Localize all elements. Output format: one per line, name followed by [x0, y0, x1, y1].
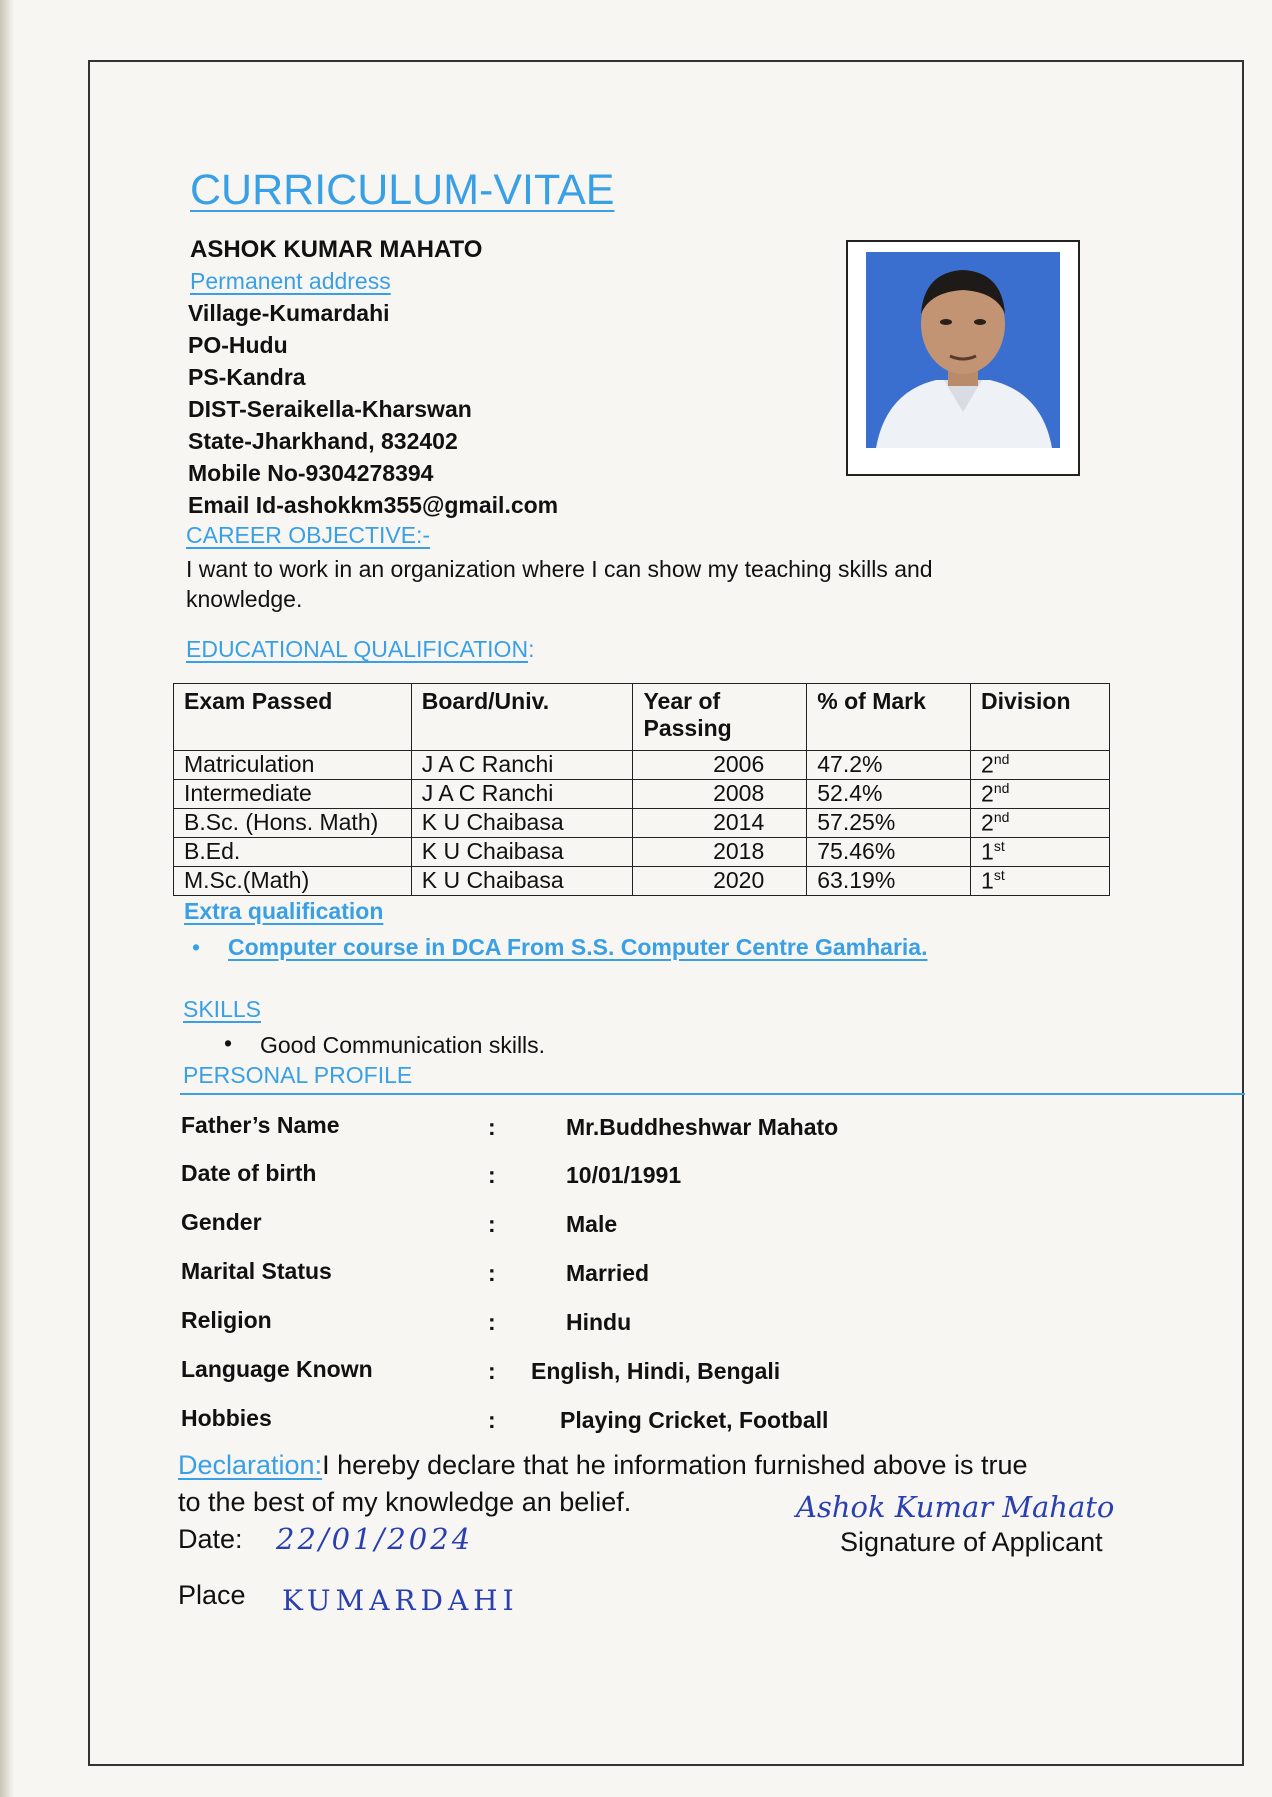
exam-cell: Intermediate [174, 780, 412, 809]
column-header-division: Division [971, 684, 1110, 751]
profile-label-marital: Marital Status [181, 1258, 332, 1284]
education-heading: EDUCATIONAL QUALIFICATION [186, 636, 529, 662]
profile-colon: : [488, 1309, 496, 1335]
profile-value-gender: Male [566, 1211, 618, 1237]
mobile-number: Mobile No-9304278394 [188, 460, 434, 486]
address-line-dist: DIST-Seraikella-Kharswan [188, 396, 472, 422]
declaration-text-1: I hereby declare that he information furnished above is true [322, 1450, 1028, 1480]
year-cell: 2020 [633, 867, 807, 896]
mark-cell: 52.4% [807, 780, 971, 809]
profile-value-dob: 10/01/1991 [566, 1162, 682, 1188]
declaration-line-1 [178, 1450, 1028, 1481]
exam-cell: M.Sc.(Math) [174, 867, 412, 896]
board-cell: K U Chaibasa [411, 838, 633, 867]
year-cell: 2018 [633, 838, 807, 867]
skills-item: Good Communication skills. [260, 1032, 546, 1058]
education-table [173, 683, 1110, 896]
exam-cell: B.Ed. [174, 838, 412, 867]
exam-cell: Matriculation [174, 751, 412, 780]
division-suffix: nd [993, 809, 1010, 825]
profile-value-marital: Married [566, 1260, 650, 1286]
signature-label: Signature of Applicant [840, 1527, 1103, 1557]
board-cell: J A C Ranchi [411, 780, 633, 809]
address-line-state: State-Jharkhand, 832402 [188, 428, 458, 454]
address-line-po: PO-Hudu [188, 332, 288, 358]
profile-label-religion: Religion [181, 1307, 272, 1333]
profile-label-hobbies: Hobbies [181, 1405, 272, 1431]
division-value: 1 [981, 867, 994, 894]
address-line-ps: PS-Kandra [188, 364, 306, 390]
address-line-village: Village-Kumardahi [188, 300, 390, 326]
board-cell: K U Chaibasa [411, 809, 633, 838]
address-heading: Permanent address [190, 268, 391, 294]
mark-cell: 63.19% [807, 867, 971, 896]
table-row [174, 838, 1110, 867]
division-cell [971, 809, 1110, 838]
division-suffix: nd [993, 780, 1010, 796]
division-cell [971, 838, 1110, 867]
table-row [174, 809, 1110, 838]
personal-profile-heading: PERSONAL PROFILE [183, 1062, 413, 1088]
email-address: Email Id-ashokkm355@gmail.com [188, 492, 559, 518]
column-header-exam: Exam Passed [174, 684, 412, 751]
signature: Ashok Kumar Mahato [796, 1490, 1115, 1524]
profile-colon: : [488, 1260, 496, 1286]
mark-cell: 47.2% [807, 751, 971, 780]
division-suffix: st [993, 867, 1005, 883]
board-cell: J A C Ranchi [411, 751, 633, 780]
career-objective-heading: CAREER OBJECTIVE:- [186, 522, 431, 548]
profile-colon: : [488, 1162, 496, 1188]
year-cell: 2006 [633, 751, 807, 780]
board-cell: K U Chaibasa [411, 867, 633, 896]
profile-divider [180, 1093, 1245, 1095]
division-suffix: st [993, 838, 1005, 854]
exam-cell: B.Sc. (Hons. Math) [174, 809, 412, 838]
division-value: 1 [981, 838, 994, 865]
skills-heading: SKILLS [183, 996, 261, 1022]
career-objective-line-1: I want to work in an organization where I can show my teaching skills and [186, 556, 933, 582]
column-header-year: Year of Passing [633, 684, 807, 751]
profile-label-gender: Gender [181, 1209, 262, 1235]
division-value: 2 [981, 780, 994, 807]
profile-value-religion: Hindu [566, 1309, 632, 1335]
division-suffix: nd [993, 751, 1010, 767]
extra-qualification-item: Computer course in DCA From S.S. Computer Centre Gamharia. [228, 934, 928, 960]
profile-value-father: Mr.Buddheshwar Mahato [566, 1114, 839, 1140]
table-row [174, 867, 1110, 896]
profile-value-hobbies: Playing Cricket, Football [560, 1407, 829, 1433]
extra-qualification-heading: Extra qualification [184, 898, 384, 924]
profile-label-father: Father’s Name [181, 1112, 340, 1138]
applicant-photo [866, 252, 1060, 448]
profile-colon: : [488, 1211, 496, 1237]
bullet-icon: • [192, 934, 201, 960]
place-value: KUMARDAHI [282, 1584, 519, 1617]
profile-label-language: Language Known [181, 1356, 373, 1382]
profile-label-dob: Date of birth [181, 1160, 317, 1186]
year-cell: 2008 [633, 780, 807, 809]
profile-value-language: English, Hindi, Bengali [531, 1358, 781, 1384]
date-value: 22/01/2024 [276, 1522, 474, 1556]
mark-cell: 57.25% [807, 809, 971, 838]
declaration-text-2: to the best of my knowledge an belief. [178, 1487, 632, 1517]
mark-cell: 75.46% [807, 838, 971, 867]
profile-colon: : [488, 1114, 496, 1140]
photo-frame [846, 240, 1080, 476]
bullet-icon: • [224, 1030, 233, 1056]
declaration-heading: Declaration: [178, 1450, 323, 1480]
date-label: Date: [178, 1524, 243, 1554]
table-row [174, 780, 1110, 809]
place-label: Place [178, 1580, 246, 1610]
table-row [174, 751, 1110, 780]
year-cell: 2014 [633, 809, 807, 838]
scan-edge [0, 0, 14, 1797]
career-objective-line-2: knowledge. [186, 586, 303, 612]
division-cell [971, 780, 1110, 809]
education-heading-wrap [186, 636, 534, 663]
applicant-name: ASHOK KUMAR MAHATO [190, 236, 483, 263]
column-header-board: Board/Univ. [411, 684, 633, 751]
division-value: 2 [981, 809, 994, 836]
table-header-row [174, 684, 1110, 751]
division-cell [971, 751, 1110, 780]
division-value: 2 [981, 751, 994, 778]
column-header-mark: % of Mark [807, 684, 971, 751]
profile-colon: : [488, 1358, 496, 1384]
division-cell [971, 867, 1110, 896]
profile-colon: : [488, 1407, 496, 1433]
education-heading-colon: : [528, 636, 535, 662]
document-title: CURRICULUM-VITAE [190, 166, 615, 214]
